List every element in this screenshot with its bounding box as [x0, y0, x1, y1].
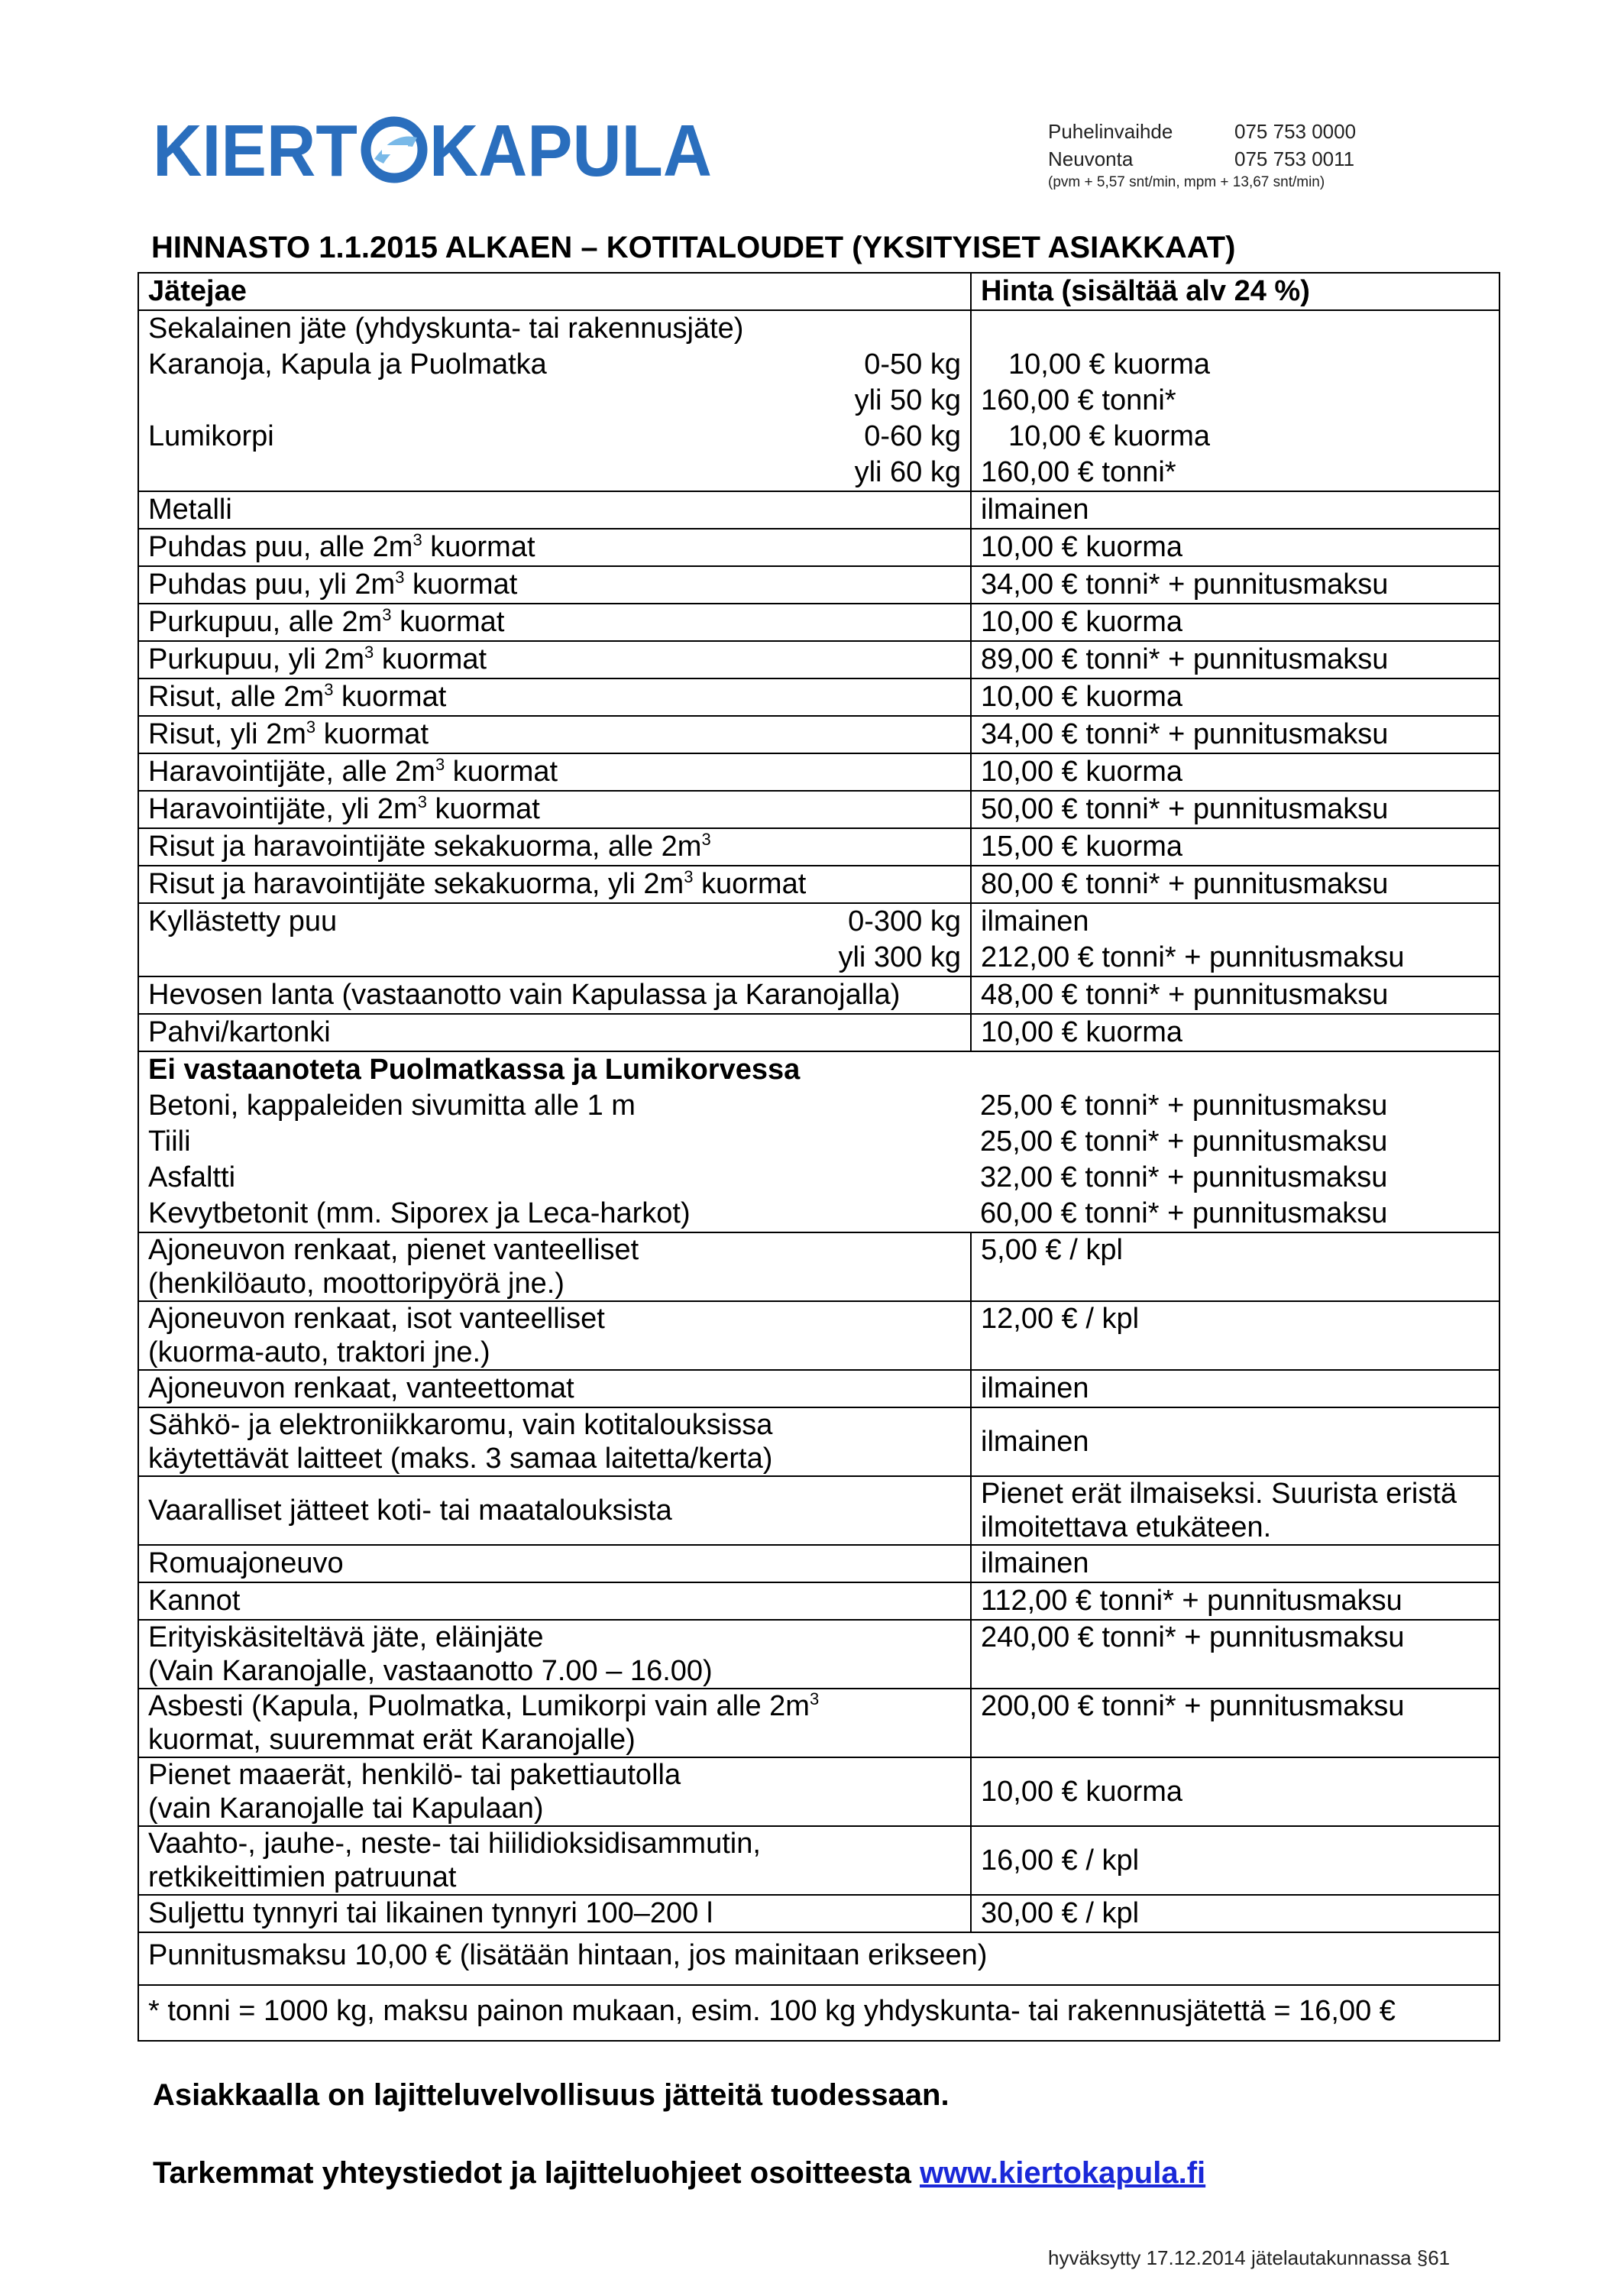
table-row-tyres-small [138, 1232, 1499, 1301]
table-row [138, 1582, 1499, 1620]
tyres-small-price: 5,00 € / kpl [971, 1232, 1499, 1301]
table-row-special [138, 1620, 1499, 1689]
table-row [138, 976, 1499, 1014]
contact-info [1048, 118, 1476, 193]
table-row [138, 791, 1499, 828]
row-name: Puhdas puu, yli $2m^3$ kuormat [138, 566, 971, 604]
switchboard-number: 075 753 0000 [1234, 120, 1357, 143]
row-name: Purkupuu, alle $2m^3$ kuormat [138, 604, 971, 641]
table-row [138, 1895, 1499, 1932]
soil-cell [138, 1757, 971, 1826]
table-row [138, 491, 1499, 529]
mixed-waste-prices [971, 310, 1499, 491]
row-price: 89,00 € tonni* + punnitusmaksu [971, 641, 1499, 678]
row-name: Risut ja haravointijäte sekakuorma, yli $2m^3$ kuormat [138, 866, 971, 903]
kiertokapula-logo [153, 115, 718, 183]
logo-text-left: KIERT [153, 115, 357, 183]
row-price: 80,00 € tonni* + punnitusmaksu [971, 866, 1499, 903]
row-name: Kannot [138, 1582, 971, 1620]
table-row-footnote [138, 1985, 1499, 2041]
special-price: 240,00 € tonni* + punnitusmaksu [971, 1620, 1499, 1689]
row-name: Romuajoneuvo [138, 1545, 971, 1582]
impregnated-name: Kyllästetty puu [148, 905, 338, 938]
mixed-loc1-row [148, 347, 961, 383]
hazardous-name: Vaaralliset jätteet koti- tai maatalouksista [138, 1476, 971, 1545]
row-price: 30,00 € / kpl [971, 1895, 1499, 1932]
not-accepted-prices [971, 1051, 1499, 1232]
not-accepted-price: 25,00 € tonni* + punnitusmaksu [980, 1125, 1388, 1158]
not-accepted-item: Tiili [148, 1125, 191, 1158]
table-row [138, 828, 1499, 866]
not-accepted-item: Betoni, kappaleiden sivumitta alle 1 m [148, 1090, 636, 1122]
asbestos-line1: Asbesti (Kapula, Puolmatka, Lumikorpi vain alle $2m^3$ [148, 1689, 820, 1722]
tyres-big-line2: (kuorma-auto, traktori jne.) [148, 1336, 490, 1368]
row-name: Purkupuu, yli $2m^3$ kuormat [138, 641, 971, 678]
tyres-small-line2: (henkilöauto, moottoripyörä jne.) [148, 1268, 565, 1300]
table-row [138, 604, 1499, 641]
electronics-price: ilmainen [971, 1407, 1499, 1476]
soil-line2: (vain Karanojalle tai Kapulaan) [148, 1792, 544, 1825]
tyres-small-cell [138, 1232, 971, 1301]
table-row-impregnated-wood [138, 903, 1499, 976]
advice-number: 075 753 0011 [1234, 147, 1355, 170]
row-name: Risut ja haravointijäte sekakuorma, alle $2m^3$ [138, 828, 971, 866]
mixed-loc2-p2: 160,00 € tonni* [981, 456, 1176, 488]
call-price-note: (pvm + 5,57 snt/min, mpm + 13,67 snt/min) [1048, 174, 1325, 190]
mixed-loc2-w2: yli 60 kg [854, 456, 961, 488]
impregnated-w1: 0-300 kg [848, 905, 961, 938]
row-name: Risut, alle $2m^3$ kuormat [138, 678, 971, 716]
extinguisher-cell [138, 1826, 971, 1895]
table-row [138, 1545, 1499, 1582]
electronics-cell [138, 1407, 971, 1476]
table-row-tyres-big [138, 1301, 1499, 1370]
table-header-row [138, 273, 1499, 310]
not-accepted-item: Asfaltti [148, 1161, 236, 1193]
row-name: Suljettu tynnyri tai likainen tynnyri 100–200 l [138, 1895, 971, 1932]
row-name: Hevosen lanta (vastaanotto vain Kapulassa ja Karanojalla) [138, 976, 971, 1014]
table-row-electronics [138, 1407, 1499, 1476]
table-row [138, 1370, 1499, 1407]
table-row [138, 1014, 1499, 1051]
soil-price: 10,00 € kuorma [971, 1757, 1499, 1826]
table-row [138, 641, 1499, 678]
impregnated-prices [971, 903, 1499, 976]
price-table [137, 272, 1500, 2042]
tyres-big-cell [138, 1301, 971, 1370]
extinguisher-price: 16,00 € / kpl [971, 1826, 1499, 1895]
table-row-mixed-waste [138, 310, 1499, 491]
table-row-hazardous [138, 1476, 1499, 1545]
tyres-big-price: 12,00 € / kpl [971, 1301, 1499, 1370]
header-price: Hinta (sisältää alv 24 %) [971, 273, 1499, 310]
asbestos-cell [138, 1689, 971, 1757]
row-price: 112,00 € tonni* + punnitusmaksu [971, 1582, 1499, 1620]
special-cell [138, 1620, 971, 1689]
mixed-loc2: Lumikorpi [148, 420, 274, 452]
mixed-loc1-w1: 0-50 kg [864, 348, 961, 381]
logo-o-symbol [366, 121, 422, 178]
row-name: Ajoneuvon renkaat, vanteettomat [138, 1370, 971, 1407]
mixed-loc1-p2: 160,00 € tonni* [981, 384, 1176, 416]
tyres-small-line1: Ajoneuvon renkaat, pienet vanteelliset [148, 1234, 639, 1266]
weighing-fee: Punnitusmaksu 10,00 € (lisätään hintaan, jos mainitaan erikseen) [138, 1932, 1499, 1985]
row-price: 10,00 € kuorma [971, 1014, 1499, 1051]
table-row [138, 753, 1499, 791]
row-name: Haravointijäte, yli $2m^3$ kuormat [138, 791, 971, 828]
website-link[interactable]: www.kiertokapula.fi [919, 2156, 1206, 2190]
impregnated-row1 [148, 904, 961, 940]
mixed-loc1-p1: 10,00 € kuorma [1008, 348, 1211, 381]
row-price: 10,00 € kuorma [971, 604, 1499, 641]
table-row-soil [138, 1757, 1499, 1826]
more-info-text: Tarkemmat yhteystiedot ja lajitteluohjeet osoitteesta [153, 2156, 920, 2190]
logo-text-right: KAPULA [429, 115, 712, 183]
footnote: * tonni = 1000 kg, maksu painon mukaan, esim. 100 kg yhdyskunta- tai rakennusjätettä = 16,00 € [138, 1985, 1499, 2041]
table-row-weighing-fee [138, 1932, 1499, 1985]
mixed-waste-cell [138, 310, 971, 491]
row-name: Metalli [138, 491, 971, 529]
logo-graphic [153, 115, 718, 183]
hazardous-price [971, 1476, 1499, 1545]
hazardous-price-line2: ilmoitettava etukäteen. [981, 1511, 1272, 1543]
table-row-asbestos [138, 1689, 1499, 1757]
row-price: ilmainen [971, 1545, 1499, 1582]
impregnated-w2: yli 300 kg [838, 941, 961, 973]
not-accepted-price: 32,00 € tonni* + punnitusmaksu [980, 1161, 1388, 1193]
page-title: HINNASTO 1.1.2015 ALKAEN – KOTITALOUDET (YKSITYISET ASIAKKAAT) [151, 231, 1236, 264]
table-row-extinguisher [138, 1826, 1499, 1895]
row-name: Haravointijäte, alle $2m^3$ kuormat [138, 753, 971, 791]
mixed-loc1-w2: yli 50 kg [854, 384, 961, 416]
not-accepted-price: 60,00 € tonni* + punnitusmaksu [980, 1197, 1388, 1229]
asbestos-price: 200,00 € tonni* + punnitusmaksu [971, 1689, 1499, 1757]
row-price: 10,00 € kuorma [971, 753, 1499, 791]
mixed-loc2-p1: 10,00 € kuorma [1008, 420, 1211, 452]
row-price: 10,00 € kuorma [971, 529, 1499, 566]
table-row [138, 866, 1499, 903]
mixed-loc2-w1: 0-60 kg [864, 420, 961, 452]
special-line2: (Vain Karanojalle, vastaanotto 7.00 – 16.00) [148, 1655, 713, 1687]
special-line1: Erityiskäsiteltävä jäte, eläinjäte [148, 1621, 544, 1653]
row-name: Pahvi/kartonki [138, 1014, 971, 1051]
advice-row [1048, 145, 1476, 173]
not-accepted-price: 25,00 € tonni* + punnitusmaksu [980, 1090, 1388, 1122]
extinguisher-line1: Vaahto-, jauhe-, neste- tai hiilidioksidisammutin, [148, 1828, 761, 1860]
table-row [138, 716, 1499, 753]
row-price: 50,00 € tonni* + punnitusmaksu [971, 791, 1499, 828]
row-name: Risut, yli $2m^3$ kuormat [138, 716, 971, 753]
row-price: ilmainen [971, 491, 1499, 529]
row-price: 34,00 € tonni* + punnitusmaksu [971, 716, 1499, 753]
impregnated-cell [138, 903, 971, 976]
mixed-waste-title: Sekalainen jäte (yhdyskunta- tai rakennusjäte) [148, 313, 744, 345]
more-info-line [153, 2156, 1205, 2191]
switchboard-label: Puhelinvaihde [1048, 120, 1173, 143]
hazardous-price-line1: Pienet erät ilmaiseksi. Suurista eristä [981, 1478, 1457, 1510]
electronics-line2: käytettävät laitteet (maks. 3 samaa laitetta/kerta) [148, 1443, 773, 1475]
header-waste: Jätejae [138, 273, 971, 310]
electronics-line1: Sähkö- ja elektroniikkaromu, vain kotitalouksissa [148, 1409, 773, 1441]
approval-note: hyväksytty 17.12.2014 jätelautakunnassa §61 [1048, 2246, 1451, 2269]
impregnated-p2: 212,00 € tonni* + punnitusmaksu [981, 941, 1405, 973]
row-price: 15,00 € kuorma [971, 828, 1499, 866]
not-accepted-title: Ei vastaanoteta Puolmatkassa ja Lumikorvessa [148, 1054, 801, 1086]
tyres-big-line1: Ajoneuvon renkaat, isot vanteelliset [148, 1303, 605, 1335]
advice-label: Neuvonta [1048, 147, 1134, 170]
table-row [138, 566, 1499, 604]
row-price: 34,00 € tonni* + punnitusmaksu [971, 566, 1499, 604]
asbestos-line2: kuormat, suuremmat erät Karanojalle) [148, 1724, 636, 1756]
not-accepted-item: Kevytbetonit (mm. Siporex ja Leca-harkot) [148, 1197, 691, 1229]
impregnated-p1: ilmainen [981, 905, 1089, 938]
mixed-loc1: Karanoja, Kapula ja Puolmatka [148, 348, 547, 381]
extinguisher-line2: retkikeittimien patruunat [148, 1861, 457, 1893]
table-row [138, 678, 1499, 716]
row-price: 48,00 € tonni* + punnitusmaksu [971, 976, 1499, 1014]
mixed-loc2-row [148, 419, 961, 455]
row-price: ilmainen [971, 1370, 1499, 1407]
row-name: Puhdas puu, alle $2m^3$ kuormat [138, 529, 971, 566]
table-row [138, 529, 1499, 566]
sorting-obligation: Asiakkaalla on lajitteluvelvollisuus jätteitä tuodessaan. [153, 2078, 949, 2112]
soil-line1: Pienet maaerät, henkilö- tai pakettiautolla [148, 1759, 681, 1791]
switchboard-row [1048, 118, 1476, 145]
table-row-not-accepted [138, 1051, 1499, 1232]
row-price: 10,00 € kuorma [971, 678, 1499, 716]
not-accepted-cell [138, 1051, 971, 1232]
